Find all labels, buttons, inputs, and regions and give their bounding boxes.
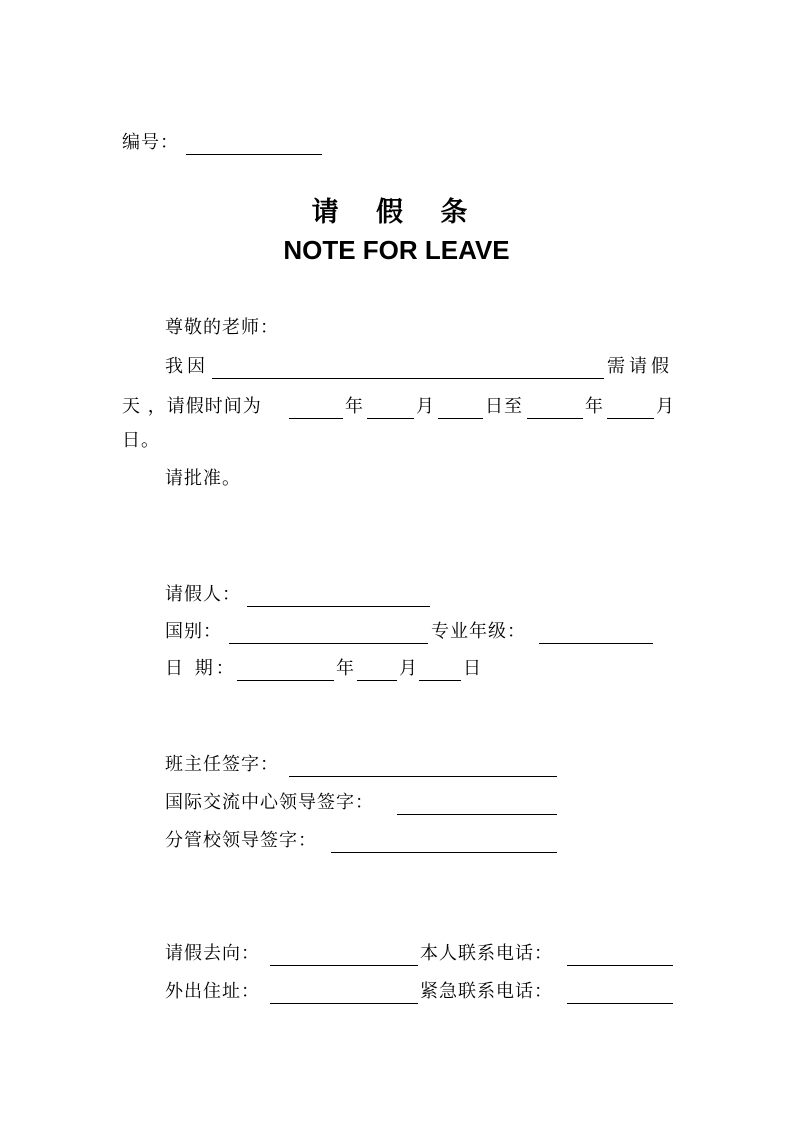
emergency-phone-label: 紧急联系电话：	[420, 981, 553, 1002]
school-leader-sign-label: 分管校领导签字：	[165, 830, 317, 851]
destination-label: 请假去向：	[165, 943, 260, 964]
start-month-field[interactable]	[367, 418, 414, 419]
date-day-field[interactable]	[419, 680, 461, 681]
title-english: NOTE FOR LEAVE	[283, 235, 510, 265]
head-teacher-sign-field[interactable]	[289, 776, 557, 777]
day-to-label: 日至	[485, 396, 523, 417]
need-leave-text: 需请假	[607, 356, 673, 377]
date-month-field[interactable]	[357, 680, 397, 681]
start-day-field[interactable]	[438, 418, 483, 419]
end-month-field[interactable]	[607, 418, 654, 419]
destination-field[interactable]	[270, 965, 418, 966]
approve-text: 请批准。	[165, 468, 241, 489]
start-month-label: 月	[416, 396, 435, 417]
major-grade-field[interactable]	[539, 643, 653, 644]
major-grade-label: 专业年级：	[431, 621, 526, 642]
end-day-label: 日。	[122, 430, 160, 451]
end-year-field[interactable]	[527, 418, 583, 419]
address-field[interactable]	[270, 1003, 418, 1004]
own-phone-field[interactable]	[567, 965, 673, 966]
reason-field[interactable]	[212, 378, 604, 379]
start-year-label: 年	[345, 396, 364, 417]
date-year-label: 年	[336, 658, 355, 679]
greeting: 尊敬的老师：	[165, 317, 279, 338]
applicant-name-label: 请假人：	[165, 584, 241, 605]
document-number-field[interactable]	[186, 154, 322, 155]
applicant-name-field[interactable]	[247, 606, 430, 607]
intl-center-sign-field[interactable]	[397, 814, 557, 815]
date-day-label: 日	[463, 658, 482, 679]
date-year-field[interactable]	[237, 680, 334, 681]
start-year-field[interactable]	[289, 418, 343, 419]
title-chinese: 请 假 条	[311, 197, 482, 228]
document-number-label: 编号：	[122, 132, 179, 153]
country-field[interactable]	[229, 643, 428, 644]
end-month-label: 月	[656, 396, 675, 417]
days-suffix-text: 天 ，请假时间为	[122, 396, 262, 417]
school-leader-sign-field[interactable]	[331, 852, 557, 853]
date-label: 日 期：	[165, 658, 237, 679]
intl-center-sign-label: 国际交流中心领导签字：	[165, 792, 374, 813]
emergency-phone-field[interactable]	[567, 1003, 673, 1004]
end-year-label: 年	[585, 396, 604, 417]
head-teacher-sign-label: 班主任签字：	[165, 754, 279, 775]
own-phone-label: 本人联系电话：	[420, 943, 553, 964]
country-label: 国别：	[165, 621, 222, 642]
date-month-label: 月	[399, 658, 418, 679]
address-label: 外出住址：	[165, 981, 260, 1002]
reason-prefix: 我因	[165, 356, 209, 377]
